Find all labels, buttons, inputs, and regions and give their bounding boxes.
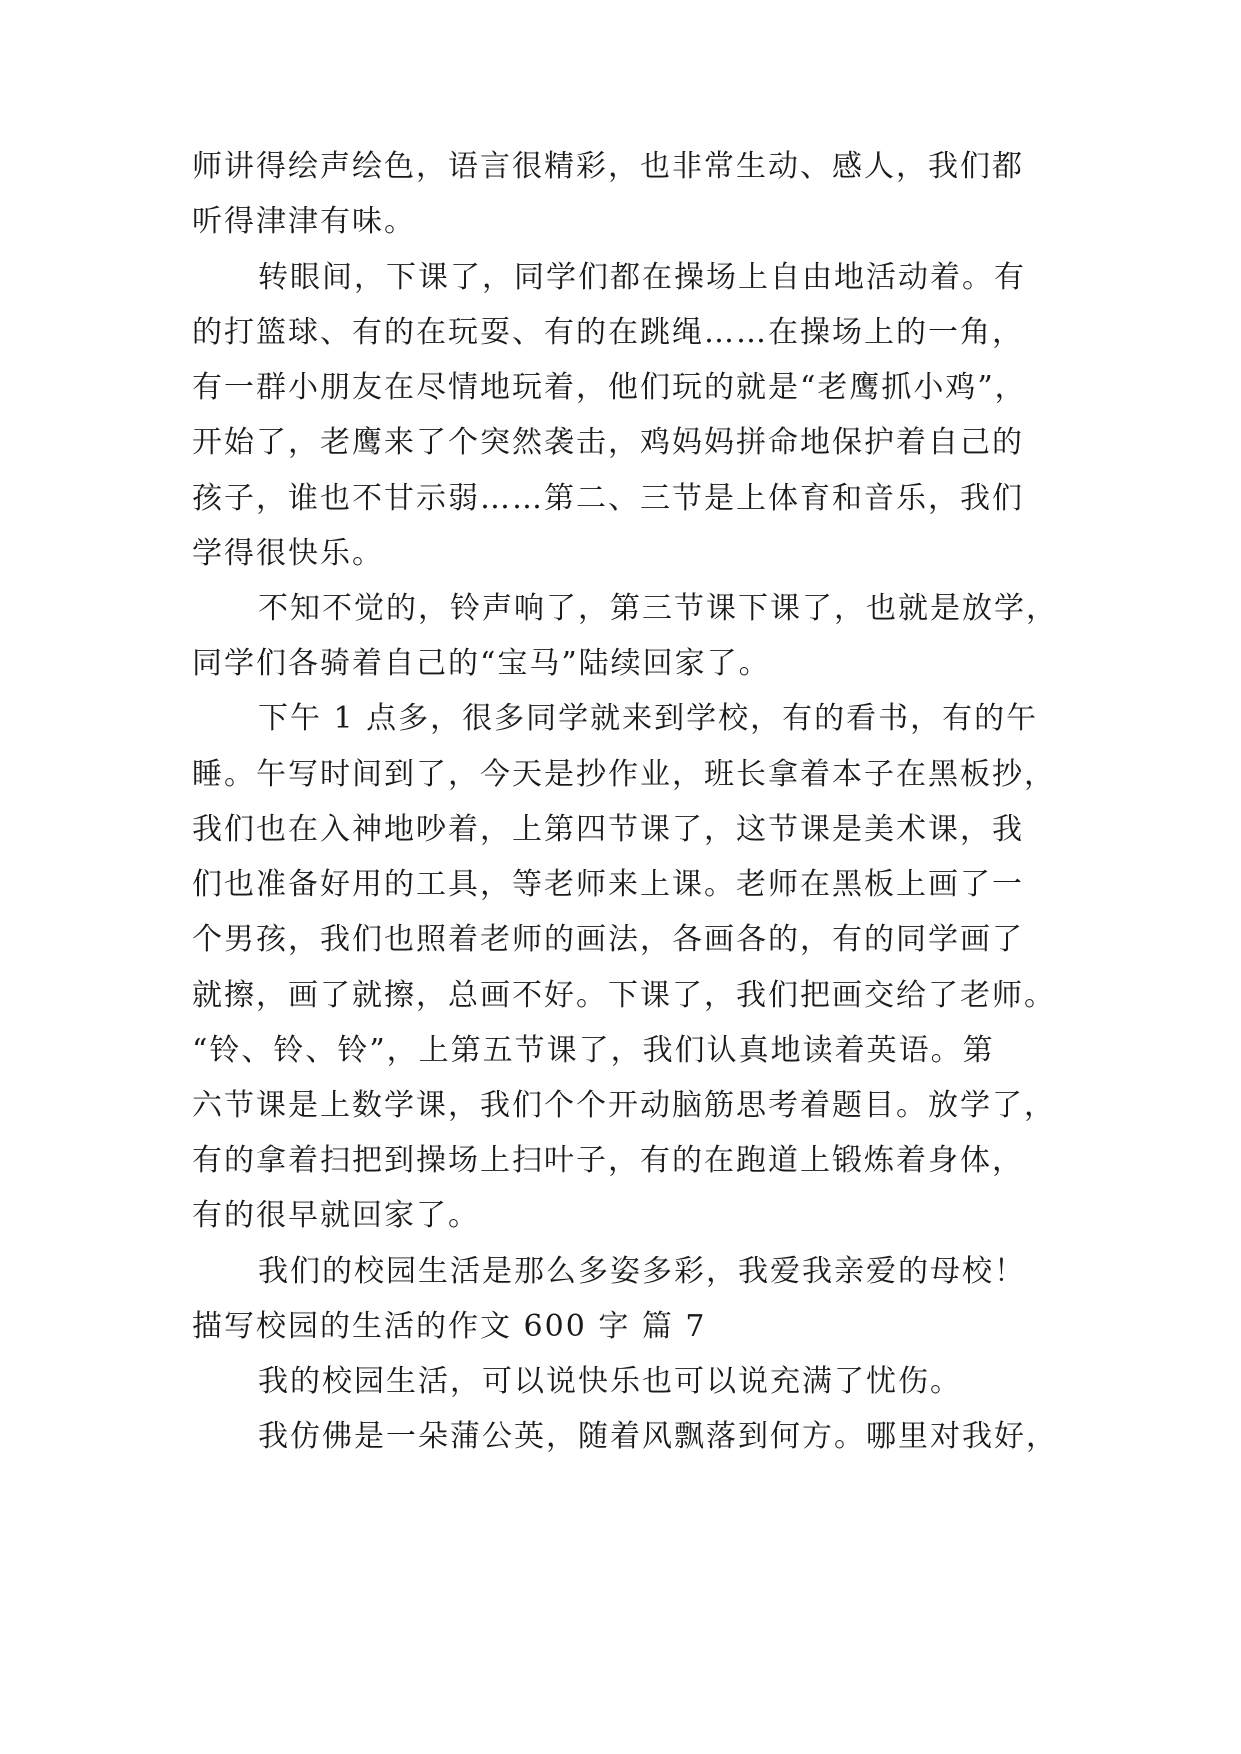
paragraph-start-line: 转眼间，下课了，同学们都在操场上自由地活动着。有 (258, 260, 1026, 295)
text-line: 的打篮球、有的在玩耍、有的在跳绳……在操场上的一角， (192, 315, 1024, 350)
paragraph-start-line: 我的校园生活，可以说快乐也可以说充满了忧伤。 (258, 1364, 962, 1399)
text-line: 听得津津有味。 (192, 204, 416, 239)
text-line: 有的拿着扫把到操场上扫叶子，有的在跑道上锻炼着身体， (192, 1143, 1024, 1178)
text-line: 师讲得绘声绘色，语言很精彩，也非常生动、感人，我们都 (192, 149, 1024, 184)
paragraph-start-line: 我们的校园生活是那么多姿多彩，我爱我亲爱的母校！ (258, 1254, 1026, 1289)
paragraph-start-line: 不知不觉的，铃声响了，第三节课下课了，也就是放学， (258, 591, 1058, 626)
text-line: 有的很早就回家了。 (192, 1198, 480, 1233)
text-line: 学得很快乐。 (192, 536, 384, 571)
section-heading: 描写校园的生活的作文 600 字 篇 7 (192, 1309, 707, 1344)
text-line: 六节课是上数学课，我们个个开动脑筋思考着题目。放学了， (192, 1088, 1056, 1123)
text-line: 睡。午写时间到了，今天是抄作业，班长拿着本子在黑板抄， (192, 757, 1056, 792)
text-line: 开始了，老鹰来了个突然袭击，鸡妈妈拼命地保护着自己的 (192, 425, 1024, 460)
paragraph-start-line: 我仿佛是一朵蒲公英，随着风飘落到何方。哪里对我好， (258, 1419, 1058, 1454)
text-line: 有一群小朋友在尽情地玩着，他们玩的就是“老鹰抓小鸡”， (192, 370, 1027, 405)
text-line: 孩子，谁也不甘示弱……第二、三节是上体育和音乐，我们 (192, 481, 1024, 516)
text-line: “铃、铃、铃”，上第五节课了，我们认真地读着英语。第 (192, 1033, 995, 1068)
text-line: 们也准备好用的工具，等老师来上课。老师在黑板上画了一 (192, 867, 1024, 902)
text-line: 我们也在入神地吵着，上第四节课了，这节课是美术课，我 (192, 812, 1024, 847)
text-line: 个男孩，我们也照着老师的画法，各画各的，有的同学画了 (192, 922, 1024, 957)
text-line: 同学们各骑着自己的“宝马”陆续回家了。 (192, 646, 771, 681)
paragraph-start-line: 下午 1 点多，很多同学就来到学校，有的看书，有的午 (258, 701, 1039, 736)
text-line: 就擦，画了就擦，总画不好。下课了，我们把画交给了老师。 (192, 978, 1056, 1013)
